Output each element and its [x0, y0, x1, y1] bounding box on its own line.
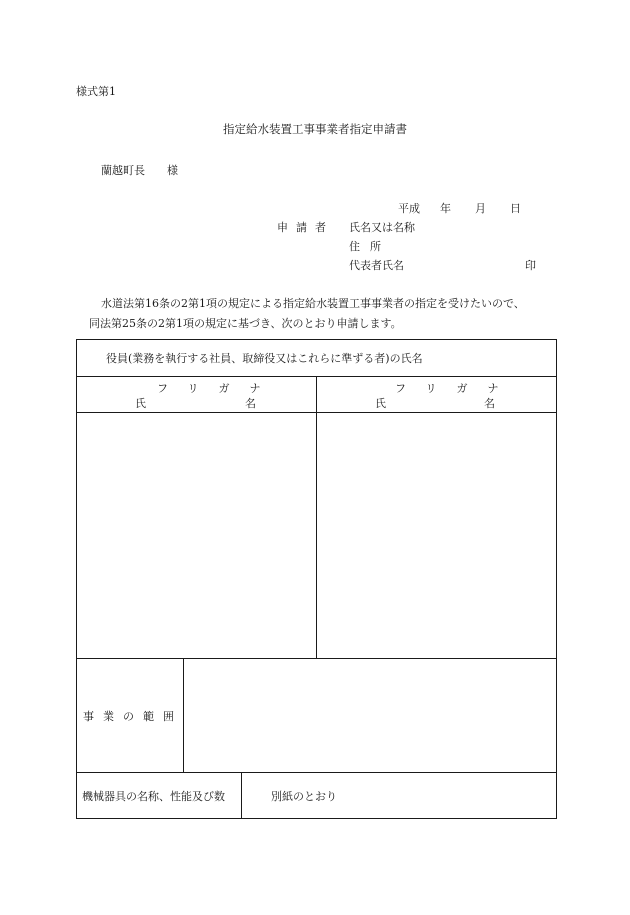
date-year: 年: [440, 202, 451, 215]
equipment-label: 機械器具の名称、性能及び数: [82, 790, 225, 803]
applicant-name-label: 氏名又は名称: [349, 221, 415, 234]
business-scope-cell[interactable]: [184, 659, 556, 772]
applicant-address-label: 住所: [349, 240, 391, 253]
date-month: 月: [475, 202, 486, 215]
business-scope-label: 事業の範囲: [83, 710, 183, 723]
row-divider: [76, 772, 557, 773]
table-border-right: [556, 339, 557, 819]
form-number: 様式第1: [76, 85, 116, 98]
officer-names-right-cell[interactable]: [317, 413, 556, 658]
given-name-header-left: 名: [245, 397, 256, 410]
given-name-header-right: 名: [484, 397, 495, 410]
seal-mark: 印: [525, 259, 536, 272]
applicant-role-label: 申請者: [277, 221, 334, 234]
surname-header-right: 氏: [375, 397, 386, 410]
addressee: 蘭越町長 様: [101, 164, 178, 177]
application-body-line-1: 水道法第16条の2第1項の規定による指定給水装置工事事業者の指定を受けたいので、: [101, 297, 525, 310]
officer-names-left-cell[interactable]: [77, 413, 316, 658]
officers-heading: 役員(業務を執行する社員、取締役又はこれらに準ずる者)の氏名: [106, 352, 423, 365]
table-border-top: [76, 339, 557, 340]
furigana-header-right: フリガナ: [395, 382, 519, 395]
table-border-bottom: [76, 818, 557, 819]
column-divider: [241, 772, 242, 819]
furigana-header-left: フリガナ: [157, 382, 281, 395]
document-title: 指定給水装置工事事業者指定申請書: [223, 122, 407, 136]
application-body-line-2: 同法第25条の2第1項の規定に基づき、次のとおり申請します。: [89, 317, 402, 330]
date-era: 平成: [398, 202, 420, 215]
representative-name-label: 代表者氏名: [349, 259, 404, 272]
date-line: [398, 203, 521, 214]
equipment-value: 別紙のとおり: [271, 790, 337, 803]
surname-header-left: 氏: [135, 397, 146, 410]
date-day: 日: [510, 202, 521, 215]
